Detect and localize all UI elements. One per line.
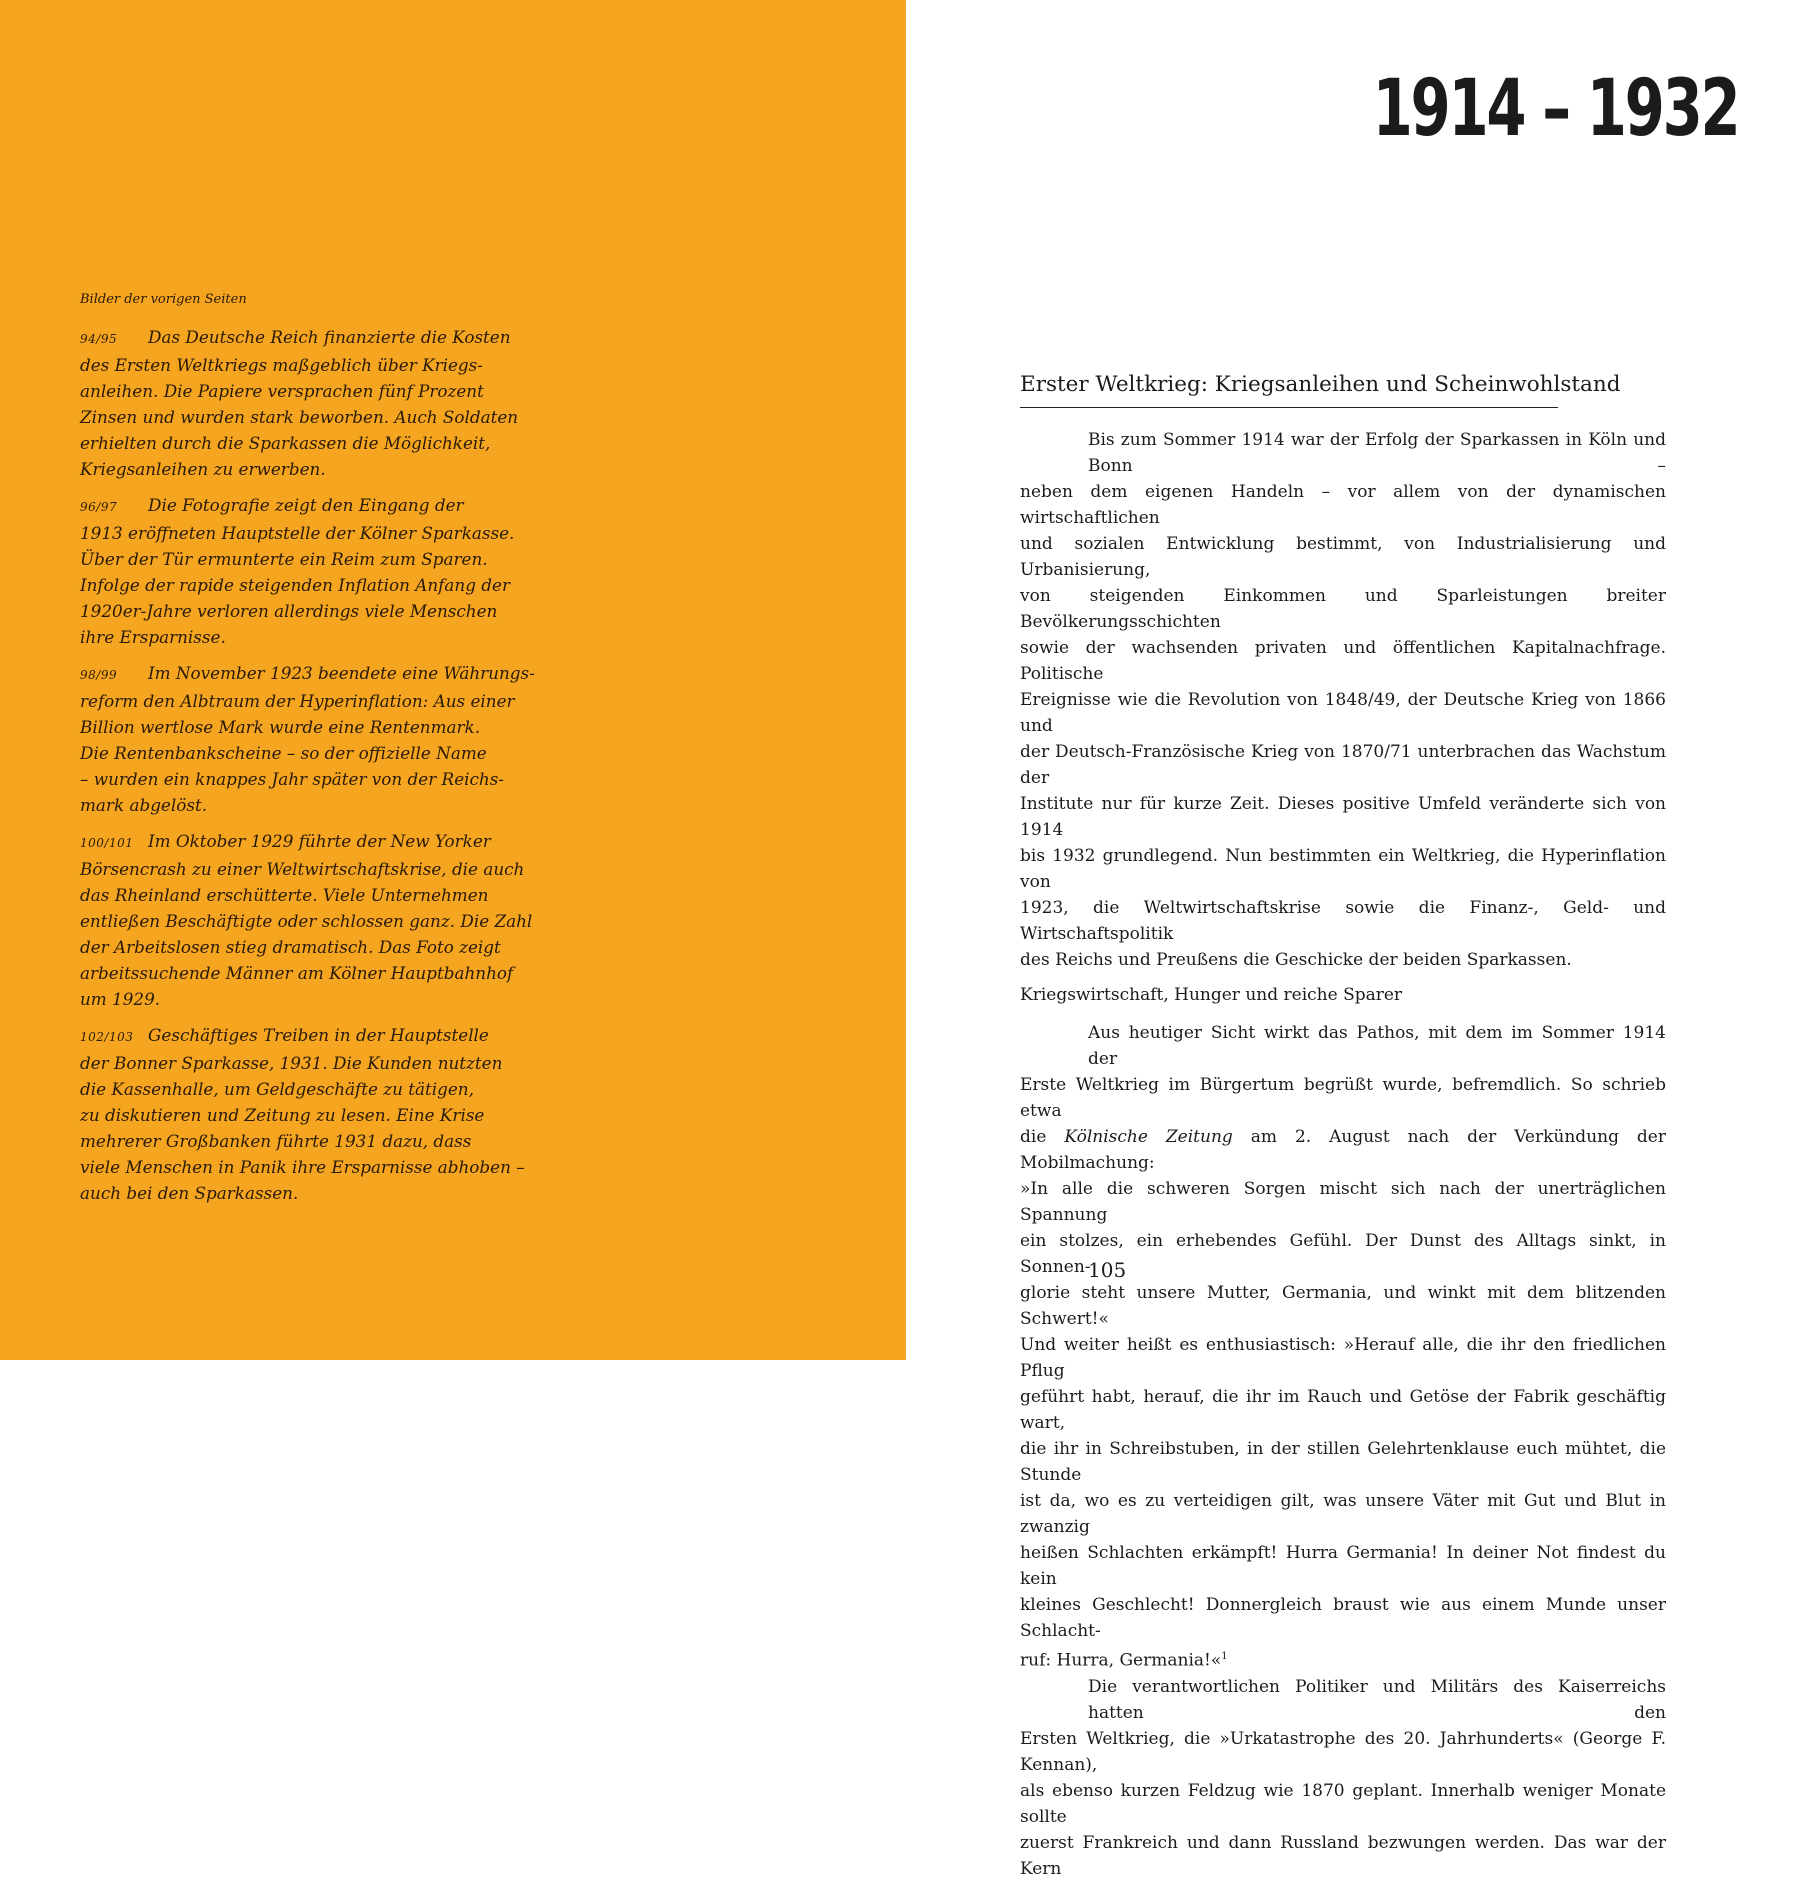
caption-page-ref: 98/99 — [80, 668, 118, 682]
text-line: sowie der wachsenden privaten und öffentlichen Kapitalnachfrage. Politische — [1020, 638, 1666, 684]
caption-line: 94/95 Das Deutsche Reich finanzierte die Kosten — [80, 324, 520, 352]
caption-line: auch bei den Sparkassen. — [80, 1183, 299, 1203]
caption-line: 1913 eröffneten Hauptstelle der Kölner Sparkasse. — [80, 523, 515, 543]
text-line: neben dem eigenen Handeln – vor allem von der dynamischen wirtschaftlichen — [1020, 482, 1666, 528]
text-line: kleines Geschlecht! Donnergleich braust wie aus einem Munde unser Schlacht- — [1020, 1595, 1666, 1641]
text-line: ein stolzes, ein erhebendes Gefühl. Der Dunst des Alltags sinkt, in Sonnen- — [1020, 1231, 1666, 1277]
caption-line: 96/97 Die Fotografie zeigt den Eingang der — [80, 492, 520, 520]
caption-item — [80, 660, 535, 818]
caption-page-ref: 94/95 — [80, 332, 118, 346]
text-line: Aus heutiger Sicht wirkt das Pathos, mit dem im Sommer 1914 der — [1088, 1023, 1666, 1069]
captions-heading: Bilder der vorigen Seiten — [80, 292, 247, 307]
caption-line: die Kassenhalle, um Geldgeschäfte zu tätigen, — [80, 1079, 474, 1099]
caption-page-ref: 102/103 — [80, 1030, 134, 1044]
text-line: Erste Weltkrieg im Bürgertum begrüßt wurde, befremdlich. So schrieb etwa — [1020, 1075, 1666, 1121]
caption-line: mark abgelöst. — [80, 795, 208, 815]
caption-line: das Rheinland erschütterte. Viele Unternehmen — [80, 885, 489, 905]
text-line: des Reichs und Preußens die Geschicke der beiden Sparkassen. — [1020, 950, 1572, 970]
text-line: ist da, wo es zu verteidigen gilt, was unsere Väter mit Gut und Blut in zwanzig — [1020, 1491, 1666, 1537]
body-text — [1020, 427, 1666, 1882]
text-line: bis 1932 grundlegend. Nun bestimmten ein Weltkrieg, die Hyperinflation von — [1020, 846, 1666, 892]
caption-line: entließen Beschäftigte oder schlossen ganz. Die Zahl — [80, 911, 533, 931]
caption-line: 100/101 Im Oktober 1929 führte der New Yorker — [80, 828, 520, 856]
caption-line: Zinsen und wurden stark beworben. Auch Soldaten — [80, 407, 519, 427]
caption-line: Über der Tür ermunterte ein Reim zum Sparen. — [80, 549, 488, 569]
text-line: heißen Schlachten erkämpft! Hurra Germania! In deiner Not findest du kein — [1020, 1543, 1666, 1589]
caption-item — [80, 1022, 525, 1206]
caption-line: der Bonner Sparkasse, 1931. Die Kunden nutzten — [80, 1053, 503, 1073]
caption-line: um 1929. — [80, 989, 161, 1009]
text-line: Ersten Weltkrieg, die »Urkatastrophe des 20. Jahrhunderts« (George F. Kennan), — [1020, 1728, 1666, 1775]
caption-line: 102/103 Geschäftiges Treiben in der Hauptstelle — [80, 1022, 520, 1050]
text-line: die Kölnische Zeitung am 2. August nach der Verkündung der Mobilmachung: — [1020, 1127, 1666, 1173]
paragraph — [1020, 1020, 1666, 1674]
text-line: und sozialen Entwicklung bestimmt, von Industrialisierung und Urbanisierung, — [1020, 534, 1666, 580]
caption-line: mehrerer Großbanken führte 1931 dazu, dass — [80, 1131, 472, 1151]
text-line: Ereignisse wie die Revolution von 1848/49, der Deutsche Krieg von 1866 und — [1020, 690, 1666, 736]
text-line: glorie steht unsere Mutter, Germania, und winkt mit dem blitzenden Schwert!« — [1020, 1283, 1666, 1329]
text-line: »In alle die schweren Sorgen mischt sich nach der unerträglichen Spannung — [1020, 1179, 1666, 1225]
caption-line: Die Rentenbankscheine – so der offizielle Name — [80, 743, 487, 763]
text-line: 1923, die Weltwirtschaftskrise sowie die Finanz-, Geld- und Wirtschaftspolitik — [1020, 898, 1666, 944]
text-line: zuerst Frankreich und dann Russland bezwungen werden. Das war der Kern — [1020, 1832, 1666, 1879]
caption-line: arbeitssuchende Männer am Kölner Hauptbahnhof — [80, 963, 514, 983]
caption-item — [80, 492, 520, 650]
caption-line: ihre Ersparnisse. — [80, 627, 226, 647]
caption-line: der Arbeitslosen stieg dramatisch. Das Foto zeigt — [80, 937, 501, 957]
text-line: Bis zum Sommer 1914 war der Erfolg der Sparkassen in Köln und Bonn – — [1088, 430, 1666, 476]
text-line: von steigenden Einkommen und Sparleistungen breiter Bevölkerungsschichten — [1020, 586, 1666, 632]
caption-line: Börsencrash zu einer Weltwirtschaftskrise, die auch — [80, 859, 525, 879]
section-title: Erster Weltkrieg: Kriegsanleihen und Scheinwohlstand — [1020, 372, 1558, 408]
page-number: 105 — [1088, 1258, 1127, 1282]
caption-line: – wurden ein knappes Jahr später von der Reichs- — [80, 769, 504, 789]
caption-line: reform den Albtraum der Hyperinflation: Aus einer — [80, 691, 515, 711]
text-line: der Deutsch-Französische Krieg von 1870/71 unterbrachen das Wachstum der — [1020, 742, 1666, 788]
caption-page-ref: 96/97 — [80, 500, 118, 514]
text-line: Die verantwortlichen Politiker und Militärs des Kaiserreichs hatten den — [1088, 1676, 1666, 1723]
text-line: ruf: Hurra, Germania!«$^1$ — [1020, 1650, 1228, 1671]
text-line: als ebenso kurzen Feldzug wie 1870 geplant. Innerhalb weniger Monate sollte — [1020, 1780, 1666, 1827]
text-line: geführt habt, herauf, die ihr im Rauch und Getöse der Fabrik geschäftig wart, — [1020, 1387, 1666, 1433]
caption-line: des Ersten Weltkriegs maßgeblich über Kriegs- — [80, 355, 483, 375]
caption-line: zu diskutieren und Zeitung zu lesen. Eine Krise — [80, 1105, 485, 1125]
chapter-title: 1914 – 1932 — [1372, 64, 1738, 154]
newspaper-title: Kölnische Zeitung — [1064, 1127, 1233, 1147]
caption-line: 98/99 Im November 1923 beendete eine Währungs- — [80, 660, 520, 688]
text-line: Institute nur für kurze Zeit. Dieses positive Umfeld veränderte sich von 1914 — [1020, 794, 1666, 840]
paragraph — [1020, 1674, 1666, 1882]
caption-line: erhielten durch die Sparkassen die Möglichkeit, — [80, 433, 491, 453]
caption-line: viele Menschen in Panik ihre Ersparnisse abhoben – — [80, 1157, 525, 1177]
caption-item — [80, 324, 520, 482]
left-page — [0, 0, 906, 1360]
caption-item — [80, 828, 533, 1012]
captions-list — [80, 324, 535, 1216]
text-line: die ihr in Schreibstuben, in der stillen Gelehrtenklause euch mühtet, die Stunde — [1020, 1439, 1666, 1485]
caption-line: 1920er-Jahre verloren allerdings viele Menschen — [80, 601, 498, 621]
caption-line: Billion wertlose Mark wurde eine Rentenmark. — [80, 717, 481, 737]
caption-line: anleihen. Die Papiere versprachen fünf Prozent — [80, 381, 484, 401]
caption-page-ref: 100/101 — [80, 836, 134, 850]
text-line: Und weiter heißt es enthusiastisch: »Herauf alle, die ihr den friedlichen Pflug — [1020, 1335, 1666, 1381]
caption-line: Kriegsanleihen zu erwerben. — [80, 459, 326, 479]
paragraph — [1020, 427, 1666, 973]
sub-heading: Kriegswirtschaft, Hunger und reiche Sparer — [1020, 985, 1403, 1005]
footnote-marker[interactable]: 1 — [1221, 1651, 1228, 1662]
caption-line: Infolge der rapide steigenden Inflation Anfang der — [80, 575, 510, 595]
